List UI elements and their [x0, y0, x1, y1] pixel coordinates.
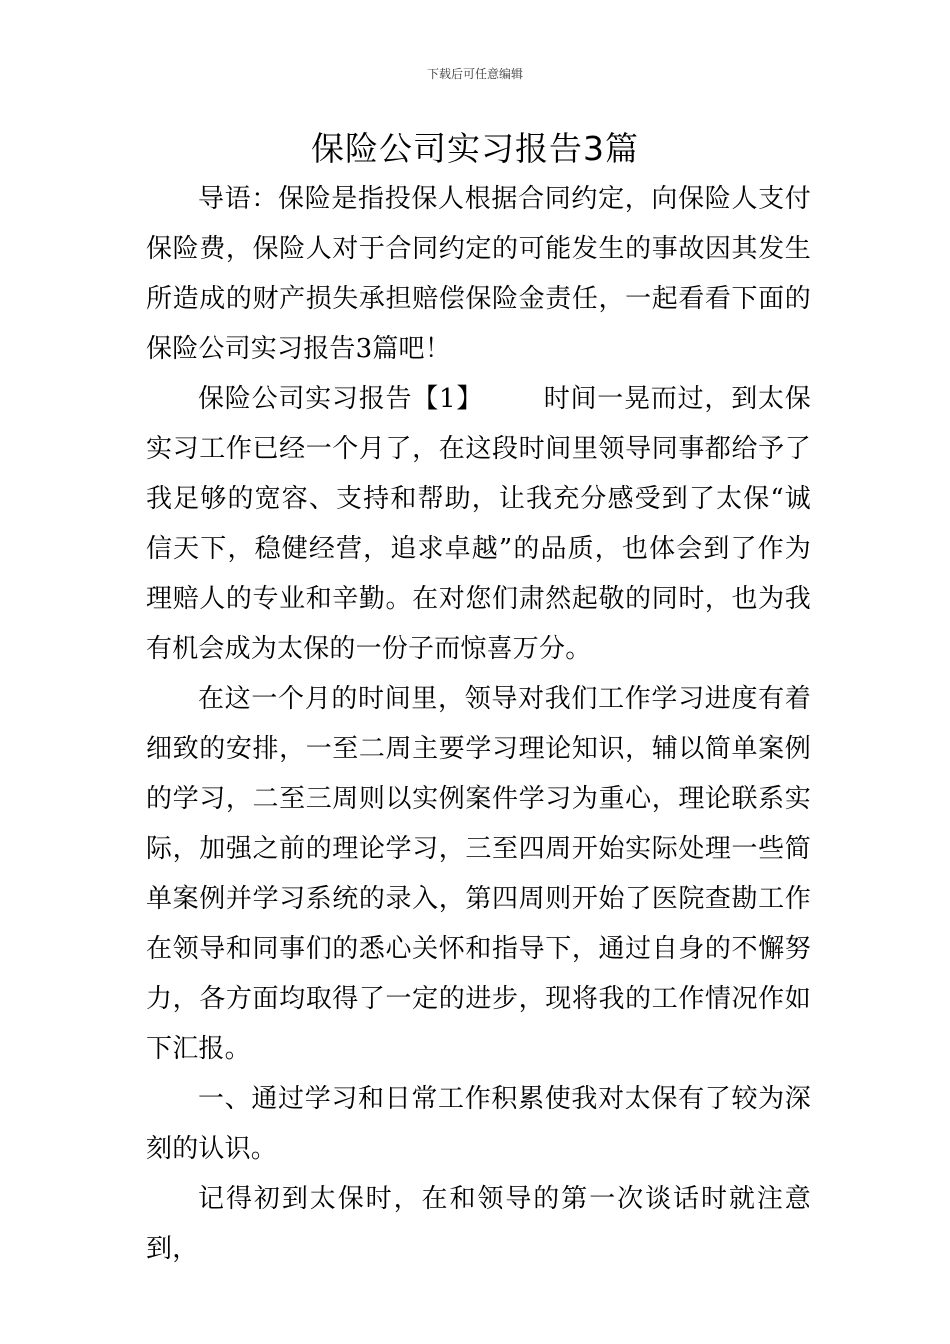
header-note: 下载后可任意编辑	[426, 67, 523, 81]
paragraph-4: 记得初到太保时，在和领导的第一次谈话时就注意到，	[146, 1184, 811, 1264]
section1-label: 保险公司实习报告【1】	[198, 384, 484, 414]
paragraph-2: 在这一个月的时间里，领导对我们工作学习进度有着细致的安排，一至二周主要学习理论知识，辅以简单案例的学习，二至三周则以实例案件学习为重心，理论联系实际，加强之前的理论学习，三至四周开始实际处理一些简单案例并学习系统的录入，第四周则开始了医院查勘工作在领导和同事们的悉心关怀和指导下，通过自身的不懈努力，各方面均取得了一定的进步，现将我的工作情况作如下汇报。	[146, 684, 811, 1064]
paragraph-3: 一、通过学习和日常工作积累使我对太保有了较为深刻的认识。	[146, 1084, 811, 1164]
section1-paragraph	[146, 374, 811, 674]
section1-text: 时间一晃而过，到太保实习工作已经一个月了，在这段时间里领导同事都给予了我足够的宽容、支持和帮助，让我充分感受到了太保“诚信天下，稳健经营，追求卓越”的品质，也体会到了作为理赔人的专业和辛勤。在对您们肃然起敬的同时，也为我有机会成为太保的一份子而惊喜万分。	[146, 384, 811, 664]
document-body	[146, 174, 811, 1274]
document-title: 保险公司实习报告3篇	[311, 129, 639, 168]
intro-paragraph: 导语：保险是指投保人根据合同约定，向保险人支付保险费，保险人对于合同约定的可能发生的事故因其发生所造成的财产损失承担赔偿保险金责任，一起看看下面的保险公司实习报告3篇吧！	[146, 184, 811, 364]
